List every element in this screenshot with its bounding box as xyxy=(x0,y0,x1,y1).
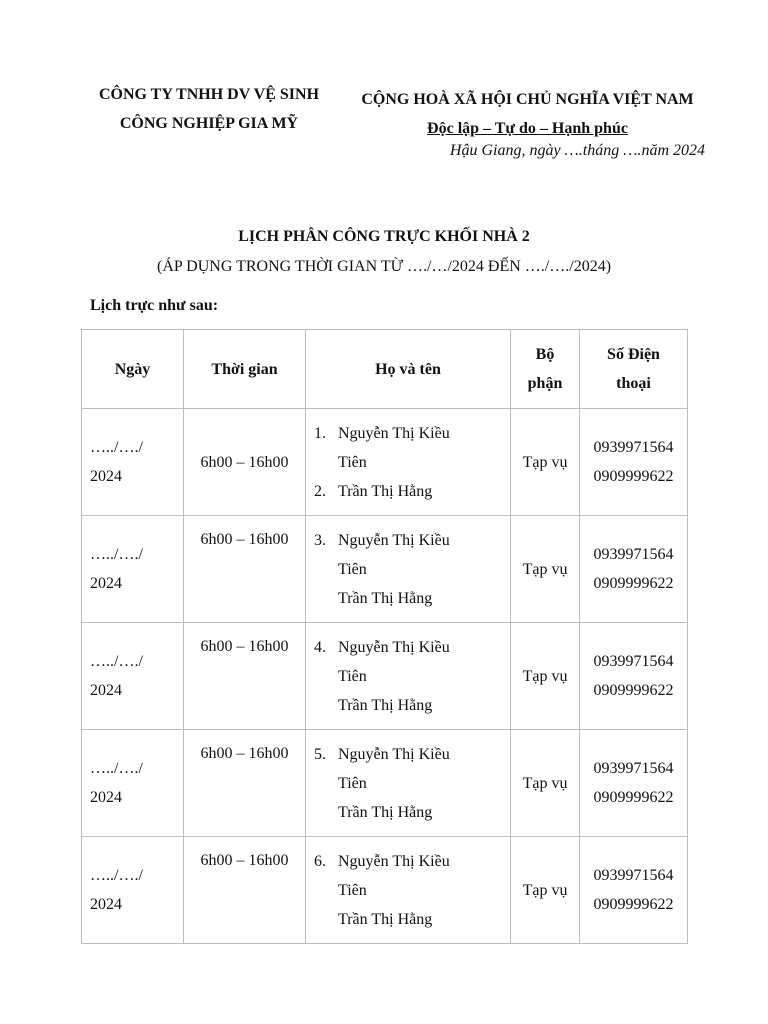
phone-2: 0909999622 xyxy=(593,468,674,485)
entry-name-line-1: Nguyễn Thị Kiều xyxy=(338,424,450,442)
cell-department: Tạp vụ xyxy=(511,837,580,944)
entry-name-line-1: Trần Thị Hằng xyxy=(338,482,433,500)
company-name xyxy=(88,80,330,138)
schedule-label: Lịch trực như sau: xyxy=(90,297,219,314)
cell-department: Tạp vụ xyxy=(511,730,580,837)
company-line-1: CÔNG TY TNHH DV VỆ SINH xyxy=(98,86,320,103)
cell-department: Tạp vụ xyxy=(511,623,580,730)
cell-time: 6h00 – 16h00 xyxy=(184,516,306,623)
header-date: Ngày xyxy=(82,330,184,409)
date-line-2: 2024 xyxy=(90,575,122,592)
cell-date xyxy=(82,516,184,623)
header-department-line-1: Bộ xyxy=(535,346,555,363)
name-entry xyxy=(314,633,502,691)
date-line-2: 2024 xyxy=(90,468,122,485)
entry-name-line-1: Nguyễn Thị Kiều xyxy=(338,852,450,870)
cell-phone xyxy=(580,837,688,944)
entry-name-line-2: Tiên xyxy=(338,667,367,685)
cell-department: Tạp vụ xyxy=(511,516,580,623)
table-header-row xyxy=(82,330,688,409)
date-line-1: …../…./ xyxy=(90,760,143,777)
header-department xyxy=(511,330,580,409)
entry-number: 1. xyxy=(314,424,326,442)
header-name: Họ và tên xyxy=(306,330,511,409)
date-line-2: 2024 xyxy=(90,682,122,699)
cell-phone xyxy=(580,409,688,516)
entry-name-line-1: Nguyễn Thị Kiều xyxy=(338,745,450,763)
phone-1: 0939971564 xyxy=(593,867,674,884)
cell-date xyxy=(82,409,184,516)
table-row xyxy=(82,730,688,837)
nation-motto: Độc lập – Tự do – Hạnh phúc xyxy=(427,120,628,137)
national-header xyxy=(350,85,705,143)
header-phone xyxy=(580,330,688,409)
cell-time: 6h00 – 16h00 xyxy=(184,837,306,944)
name-entry xyxy=(314,847,502,905)
cell-department: Tạp vụ xyxy=(511,409,580,516)
header-time: Thời gian xyxy=(184,330,306,409)
entry-name xyxy=(338,419,502,477)
phone-2: 0909999622 xyxy=(593,682,674,699)
table-row xyxy=(82,623,688,730)
entry-name-line-1: Nguyễn Thị Kiều xyxy=(338,638,450,656)
cell-phone xyxy=(580,730,688,837)
document-subtitle: (ÁP DỤNG TRONG THỜI GIAN TỪ …./…/2024 ĐẾN …./…./2024) xyxy=(156,258,612,275)
cell-names xyxy=(306,837,511,944)
entry-name-line-2: Tiên xyxy=(338,881,367,899)
extra-name: Trần Thị Hằng xyxy=(338,803,433,821)
entry-number: 2. xyxy=(314,482,326,500)
cell-names xyxy=(306,409,511,516)
date-line-1: …../…./ xyxy=(90,867,143,884)
entry-name-line-1: Nguyễn Thị Kiều xyxy=(338,531,450,549)
document-title: LỊCH PHÂN CÔNG TRỰC KHỐI NHÀ 2 xyxy=(238,228,530,245)
entry-name xyxy=(338,526,502,584)
entry-number: 5. xyxy=(314,745,326,763)
phone-2: 0909999622 xyxy=(593,896,674,913)
header-phone-line-2: thoại xyxy=(616,375,651,392)
entry-name-line-2: Tiên xyxy=(338,774,367,792)
cell-names xyxy=(306,516,511,623)
cell-date xyxy=(82,730,184,837)
entry-name-line-2: Tiên xyxy=(338,560,367,578)
header-department-line-2: phận xyxy=(527,375,563,392)
entry-number: 4. xyxy=(314,638,326,656)
phone-2: 0909999622 xyxy=(593,575,674,592)
cell-date xyxy=(82,623,184,730)
entry-name xyxy=(338,847,502,905)
schedule-table xyxy=(81,329,688,944)
phone-1: 0939971564 xyxy=(593,439,674,456)
place-date: Hậu Giang, ngày ….tháng ….năm 2024 xyxy=(449,142,705,159)
header-phone-line-1: Số Điện xyxy=(607,346,660,363)
name-entry xyxy=(314,419,502,477)
nation-title: CỘNG HOÀ XÃ HỘI CHỦ NGHĨA VIỆT NAM xyxy=(361,91,694,108)
entry-name-line-2: Tiên xyxy=(338,453,367,471)
date-line-1: …../…./ xyxy=(90,546,143,563)
phone-2: 0909999622 xyxy=(593,789,674,806)
cell-phone xyxy=(580,516,688,623)
phone-1: 0939971564 xyxy=(593,760,674,777)
name-entry xyxy=(314,526,502,584)
date-line-2: 2024 xyxy=(90,789,122,806)
phone-1: 0939971564 xyxy=(593,546,674,563)
cell-time: 6h00 – 16h00 xyxy=(184,623,306,730)
entry-number: 6. xyxy=(314,852,326,870)
name-entry xyxy=(314,740,502,798)
date-line-2: 2024 xyxy=(90,896,122,913)
company-line-2: CÔNG NGHIỆP GIA MỸ xyxy=(119,115,299,132)
cell-phone xyxy=(580,623,688,730)
date-line-1: …../…./ xyxy=(90,439,143,456)
cell-time: 6h00 – 16h00 xyxy=(184,409,306,516)
phone-1: 0939971564 xyxy=(593,653,674,670)
name-entry xyxy=(314,477,502,506)
cell-time: 6h00 – 16h00 xyxy=(184,730,306,837)
table-row xyxy=(82,409,688,516)
cell-names xyxy=(306,730,511,837)
table-row xyxy=(82,837,688,944)
extra-name: Trần Thị Hằng xyxy=(338,910,433,928)
date-line-1: …../…./ xyxy=(90,653,143,670)
extra-name: Trần Thị Hằng xyxy=(338,589,433,607)
entry-number: 3. xyxy=(314,531,326,549)
cell-date xyxy=(82,837,184,944)
entry-name xyxy=(338,740,502,798)
extra-name: Trần Thị Hằng xyxy=(338,696,433,714)
table-row xyxy=(82,516,688,623)
entry-name xyxy=(338,477,502,506)
cell-names xyxy=(306,623,511,730)
entry-name xyxy=(338,633,502,691)
